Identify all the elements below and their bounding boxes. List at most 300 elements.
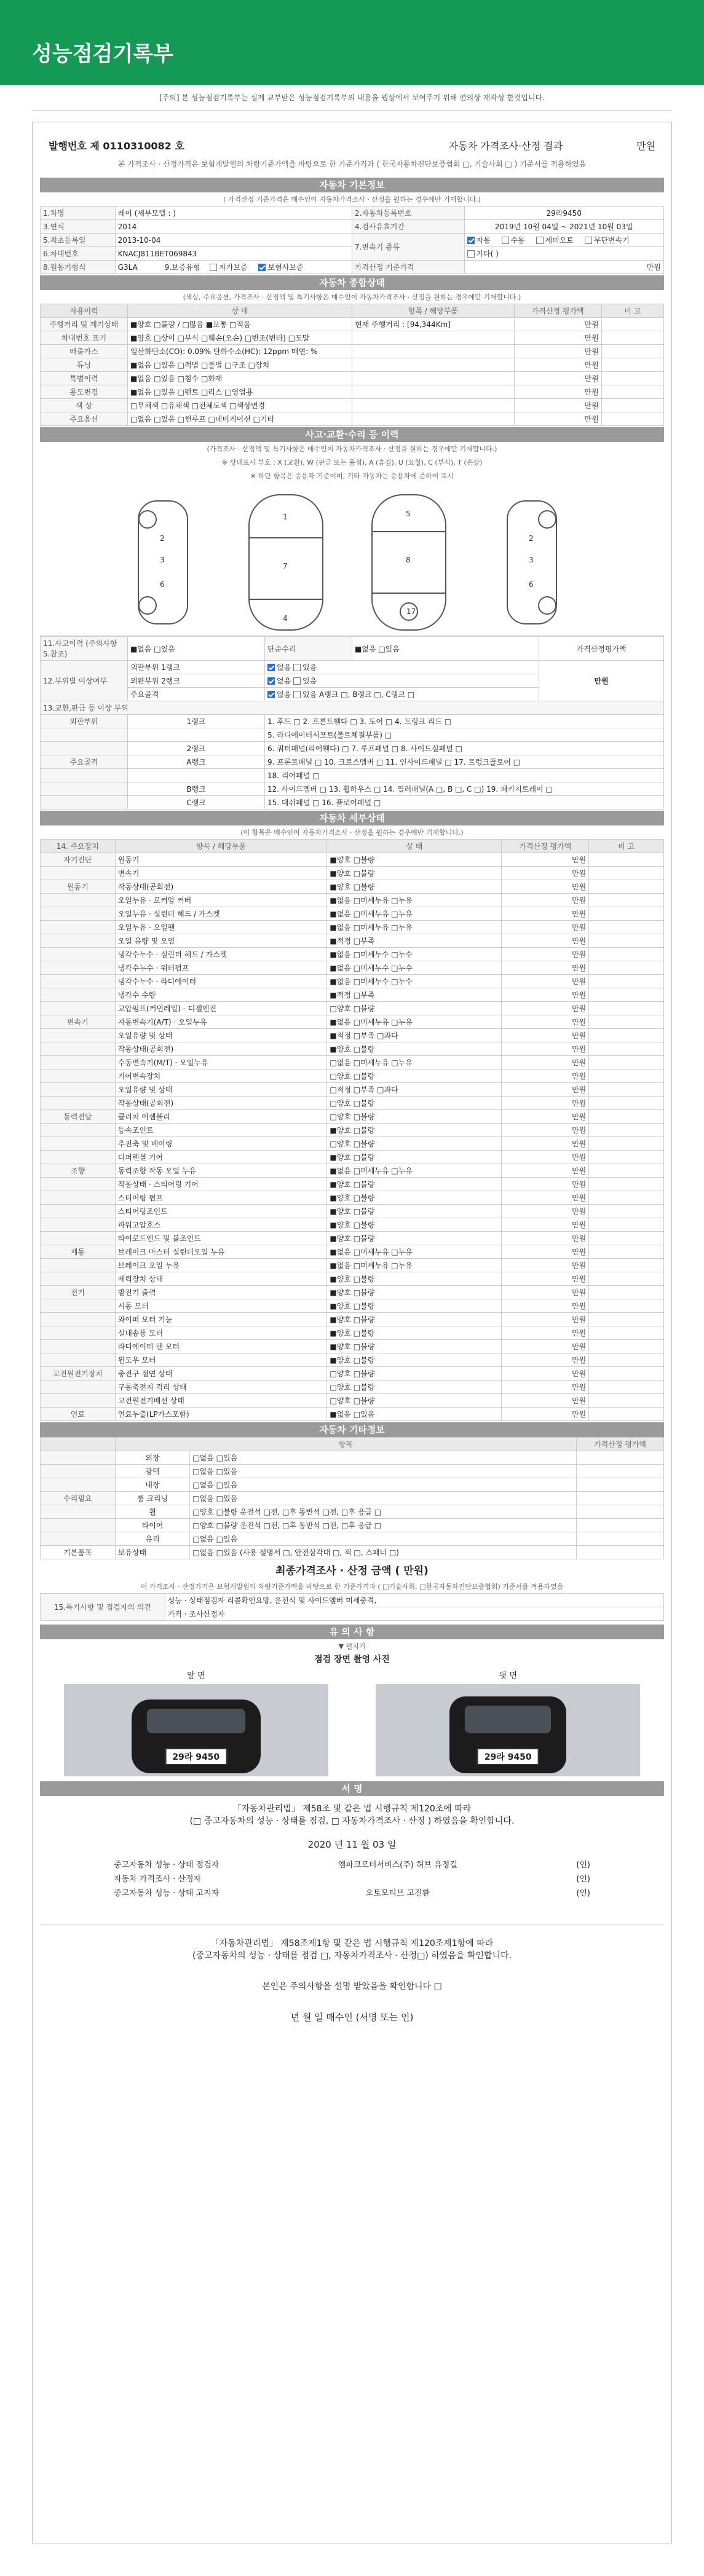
rank-row — [41, 782, 664, 796]
section-status-note: (색상, 주요옵션, 가격조사 · 산정액 및 특기사항은 매수인이 자동차가격조사 · 산정을 원하는 경우에만 기재합니다.) — [183, 293, 521, 301]
detail-row — [41, 1164, 664, 1178]
status-row-price: 만원 — [514, 318, 601, 331]
detail-item: 스티어링조인트 — [115, 1205, 327, 1218]
special-pricer: 가격 · 조사산정자 — [165, 1607, 663, 1621]
accident-price-unit: 만원 — [594, 677, 609, 685]
rank-label: A랭크 — [127, 755, 264, 769]
svg-text:2: 2 — [529, 534, 534, 543]
svg-text:4: 4 — [283, 614, 288, 623]
checkbox-semi[interactable] — [536, 237, 544, 244]
detail-state: ■없음 □미세누유 □누유 — [327, 894, 502, 907]
detail-device — [41, 1178, 116, 1191]
main-frame: 주요골격 — [127, 688, 264, 701]
other-item: 광택 — [115, 1465, 190, 1478]
reg-label: 2.자동차등록번호 — [352, 207, 464, 220]
detail-device — [41, 1232, 116, 1245]
detail-item: 냉각수누수 · 실린더 헤드 / 가스켓 — [115, 948, 327, 961]
checkbox-rank2-none[interactable] — [267, 677, 275, 685]
detail-row — [41, 975, 664, 988]
detail-header-price: 가격산정 평가액 — [502, 840, 589, 853]
detail-price: 만원 — [502, 1381, 589, 1394]
svg-text:3: 3 — [160, 556, 165, 564]
detail-item: 기어변속장치 — [115, 1069, 327, 1083]
checkbox-insurance-warranty[interactable] — [258, 264, 266, 271]
detail-device — [41, 1259, 116, 1272]
status-row-item — [352, 331, 514, 345]
status-row-item — [352, 385, 514, 399]
report-header — [40, 127, 664, 156]
checkbox-frame-none[interactable] — [267, 691, 275, 698]
accident-table — [40, 636, 664, 809]
law-text-1: 「자동차관리법」 제58조 및 같은 법 시행규칙 제120조에 따라 — [232, 1804, 472, 1814]
other-rows — [41, 1451, 664, 1546]
status-row-label: 주행거리 및 계기상태 — [41, 318, 128, 331]
other-options: □없음 □있음 — [190, 1478, 577, 1492]
detail-item: 냉각수누수 · 라디에이터 — [115, 975, 327, 988]
detail-item: 냉각수 수량 — [115, 988, 327, 1002]
status-row-options: ■없음 □있음 □침수 □화재 — [127, 372, 352, 385]
detail-device — [41, 1069, 116, 1083]
checkbox-frame-yes[interactable] — [293, 691, 301, 698]
detail-price: 만원 — [502, 1029, 589, 1042]
svg-text:17: 17 — [406, 607, 416, 616]
detail-state: ■양호 □불량 — [327, 1299, 502, 1313]
detail-row — [41, 1272, 664, 1286]
rank-items: 1. 후드 □ 2. 프론트휀다 □ 3. 도어 □ 4. 트렁크 리드 □ — [265, 715, 664, 728]
svg-text:3: 3 — [529, 556, 534, 564]
signer-mark: (인) — [576, 1875, 590, 1884]
section-notice-title: 유 의 사 항 — [40, 1625, 664, 1639]
detail-item: 작동상태(공회전) — [115, 1097, 327, 1110]
detail-state: ■양호 □불량 — [327, 867, 502, 880]
detail-row — [41, 1408, 664, 1421]
detail-price: 만원 — [502, 1313, 589, 1326]
detail-device — [41, 1029, 116, 1042]
checkbox-rank1-none[interactable] — [267, 664, 275, 671]
checkbox-rank1-yes[interactable] — [293, 664, 301, 671]
detail-item: 추진축 및 베어링 — [115, 1137, 327, 1151]
detail-state: □양호 □불량 — [327, 1394, 502, 1408]
other-item: 외장 — [115, 1451, 190, 1465]
detail-header-remark: 비 고 — [589, 840, 664, 853]
detail-price: 만원 — [502, 1394, 589, 1408]
main-frame-options: 없음 있음 A랭크 □, B랭크 □, C랭크 □ — [265, 688, 539, 701]
trans-label: 7.변속기 종류 — [352, 234, 464, 261]
checkbox-cvt[interactable] — [585, 237, 592, 244]
detail-device — [41, 1353, 116, 1367]
first-reg-label: 5.최초등록일 — [41, 234, 116, 247]
engine-value: G3LA — [117, 263, 138, 272]
detail-device — [41, 1191, 116, 1205]
detail-price: 만원 — [502, 1124, 589, 1137]
detail-row — [41, 948, 664, 961]
signer-row — [40, 1871, 664, 1885]
expand-toggle[interactable]: ▼ 펼치기 — [338, 1642, 366, 1650]
detail-item: 윈도우 모터 — [115, 1353, 327, 1367]
detail-state: ■양호 □불량 — [327, 1218, 502, 1232]
detail-device — [41, 1042, 116, 1056]
status-row-options: □무채색 □유채색 □전체도색 □색상변경 — [127, 399, 352, 412]
signer-role: 중고자동차 성능 · 상태 고지자 — [114, 1889, 220, 1898]
status-row — [41, 345, 664, 358]
status-table — [40, 304, 664, 426]
detail-state: ■양호 □불량 — [327, 1151, 502, 1164]
status-row-options: 일산화탄소(CO): 0.09% 탄화수소(HC): 12ppm 매연: % — [127, 345, 352, 358]
other-row — [41, 1492, 664, 1505]
vin-label: 6.차대번호 — [41, 247, 116, 261]
checkbox-manual[interactable] — [502, 237, 509, 244]
detail-price: 만원 — [502, 1097, 589, 1110]
detail-price: 만원 — [502, 1232, 589, 1245]
detail-item: 와이퍼 모터 기능 — [115, 1313, 327, 1326]
other-header-price: 가격산정 평가액 — [577, 1438, 664, 1451]
year-label: 3.연식 — [41, 220, 116, 234]
rank-group: 외판부위 — [41, 715, 128, 728]
detail-item: 오일누유 · 로커암 커버 — [115, 894, 327, 907]
first-reg-value: 2013-10-04 — [115, 234, 352, 247]
other-row — [41, 1478, 664, 1492]
detail-device — [41, 1137, 116, 1151]
detail-header-device: 14. 주요장치 — [41, 840, 116, 853]
detail-header-state: 상 태 — [327, 840, 502, 853]
detail-state: ■양호 □불량 — [327, 1191, 502, 1205]
detail-state: □양호 □불량 — [327, 1381, 502, 1394]
section-status-title: 자동차 종합상태 — [40, 275, 664, 290]
detail-item: 자동변속기(A/T) · 오일누유 — [115, 1015, 327, 1029]
other-item: 룸 크리닝 — [115, 1492, 190, 1505]
accident-legend-2: ※ 하단 항목은 승용차 기준이며, 기타 자동차는 승용차에 준하여 표시 — [250, 472, 454, 480]
status-row-options: ■없음 □있음 □적법 □불법 □구조 □장치 — [127, 358, 352, 372]
trans-other: 기타( ) — [476, 250, 499, 258]
inspect-value: 2019년 10월 04일 ~ 2021년 10월 03일 — [464, 220, 664, 234]
status-header-state: 상 태 — [127, 304, 352, 318]
other-row — [41, 1451, 664, 1465]
rank-label: B랭크 — [127, 782, 264, 796]
detail-row — [41, 1097, 664, 1110]
accident-label: 11.사고이력 (주의사항 5.참조) — [41, 637, 128, 661]
base-price-label: 가격산정 기준가격 — [352, 261, 464, 274]
detail-device — [41, 1218, 116, 1232]
status-rows — [41, 318, 664, 426]
rank-label — [127, 728, 264, 742]
warranty-self: 자가보증 — [219, 263, 248, 272]
status-header-history: 사용이력 — [41, 304, 128, 318]
rank-group: 주요골격 — [41, 755, 128, 769]
checkbox-auto[interactable] — [467, 237, 475, 244]
other-row — [41, 1505, 664, 1519]
detail-price: 만원 — [502, 1110, 589, 1124]
checkbox-rank2-yes[interactable] — [293, 677, 301, 685]
detail-price: 만원 — [502, 921, 589, 934]
status-row-label: 색 상 — [41, 399, 128, 412]
detail-item: 작동상태 · 스티어링 기어 — [115, 1178, 327, 1191]
detail-item: 등속조인트 — [115, 1124, 327, 1137]
detail-item: 고압펌프(커먼레일) - 디젤엔진 — [115, 1002, 327, 1015]
detail-item: 디퍼렌셜 기어 — [115, 1151, 327, 1164]
svg-text:2: 2 — [160, 534, 165, 543]
law-text-2: (□ 중고자동차의 성능 · 상태를 점검, □ 자동차가격조사 · 산정 ) 하였음을 확인합니다. — [189, 1816, 515, 1826]
status-row-options: □없음 □있음 □썬루프 □네비게이션 □기타 — [127, 412, 352, 426]
detail-device — [41, 867, 116, 880]
detail-state: □양호 □불량 — [327, 1002, 502, 1015]
other-item: 유리 — [115, 1532, 190, 1546]
detail-row — [41, 1191, 664, 1205]
trans-cvt: 무단변속기 — [593, 236, 630, 245]
detail-device — [41, 894, 116, 907]
rank-rows — [41, 715, 664, 809]
detail-row — [41, 1245, 664, 1259]
rank-items: 15. 대쉬패널 □ 16. 플로어패널 □ — [265, 796, 664, 809]
detail-device: 자기진단 — [41, 853, 116, 867]
checkbox-self-warranty[interactable] — [210, 264, 217, 271]
warranty-insurance: 보험사보증 — [267, 263, 304, 272]
status-row-options: ■양호 □불량 / □많음 ■보통 □적음 — [127, 318, 352, 331]
other-group — [41, 1505, 116, 1519]
detail-price: 만원 — [502, 1408, 589, 1421]
trans-manual: 수동 — [510, 236, 525, 245]
detail-item: 오일누유 · 실린더 헤드 / 가스켓 — [115, 907, 327, 921]
trans-options — [464, 234, 664, 247]
detail-row — [41, 1313, 664, 1326]
detail-price: 만원 — [502, 1259, 589, 1272]
detail-device: 변속기 — [41, 1015, 116, 1029]
price-title: 자동차 가격조사·산정 결과 — [448, 140, 563, 152]
signer-mark: (인) — [576, 1889, 590, 1898]
law-text-4: (중고자동차의 성능 · 상태를 점검 □, 자동차가격조사 · 산정□) 하였음을 확인합니다. — [192, 1951, 512, 1961]
final-price-note: 이 가격조사 · 산정가격은 보험개발원의 차량기준가액을 바탕으로 한 기준가격과 ( □기술사회, □한국자동차진단보증협회) 기준서를 적용하였음 — [140, 1583, 564, 1591]
accident-price-label: 가격산정평가액 — [539, 637, 664, 661]
notice-text: [주의] 본 성능점검기록부는 실제 교부받은 성능점검기록부의 내용을 웹상에서 보여주기 위해 편의상 재작성 한것입니다. — [32, 85, 672, 111]
detail-row — [41, 1042, 664, 1056]
detail-row — [41, 1178, 664, 1191]
status-header-price: 가격산정 평가액 — [514, 304, 601, 318]
rank-items: 9. 프론트패널 □ 10. 크로스멤버 □ 11. 인사이드패널 □ 17. 트렁크플로어 □ — [265, 755, 664, 769]
detail-state: ■적정 □부족 □과다 — [327, 1029, 502, 1042]
rank-group — [41, 769, 128, 782]
detail-state: ■없음 □미세누유 □누유 — [327, 921, 502, 934]
detail-price: 만원 — [502, 1178, 589, 1191]
checkbox-other[interactable] — [467, 250, 475, 258]
detail-row — [41, 1029, 664, 1042]
svg-text:5: 5 — [406, 510, 411, 518]
rank-label: C랭크 — [127, 796, 264, 809]
detail-state: ■적정 □부족 — [327, 988, 502, 1002]
detail-price: 만원 — [502, 867, 589, 880]
detail-item: 오일유량 및 상태 — [115, 1083, 327, 1097]
detail-price: 만원 — [502, 907, 589, 921]
status-row-label: 특별이력 — [41, 372, 128, 385]
detail-row — [41, 961, 664, 975]
detail-state: □양호 □불량 — [327, 1367, 502, 1381]
detail-state: ■없음 □미세누유 □누유 — [327, 907, 502, 921]
special-table — [40, 1593, 664, 1621]
other-header-item: 항목 — [115, 1438, 576, 1451]
warranty-label: 9.보증유형 — [164, 263, 200, 272]
detail-row — [41, 1381, 664, 1394]
detail-row — [41, 1015, 664, 1029]
section-detail-note: (이 항목은 매수인이 자동차가격조사 · 산정을 원하는 경우에만 기재합니다.) — [240, 829, 464, 837]
other-item: 내장 — [115, 1478, 190, 1492]
car-name-label: 1.차명 — [41, 207, 116, 220]
detail-device — [41, 1394, 116, 1408]
detail-state: ■없음 □미세누수 □누수 — [327, 975, 502, 988]
section-basic-title: 자동차 기본정보 — [40, 178, 664, 192]
detail-item: 시동 모터 — [115, 1299, 327, 1313]
signer-mark: (인) — [576, 1861, 590, 1870]
rank-group — [41, 782, 128, 796]
detail-price: 만원 — [502, 1069, 589, 1083]
detail-item: 수동변속기(M/T) · 오일누유 — [115, 1056, 327, 1069]
detail-device — [41, 921, 116, 934]
special-label: 15.특기사항 및 점검자의 의견 — [41, 1594, 165, 1621]
detail-state: ■없음 □미세누유 □누유 — [327, 1015, 502, 1029]
detail-state: ■양호 □불량 — [327, 1326, 502, 1340]
detail-row — [41, 1286, 664, 1299]
detail-price: 만원 — [502, 1245, 589, 1259]
detail-row — [41, 1326, 664, 1340]
outer-rank1: 외판부위 1랭크 — [127, 661, 264, 674]
detail-state: ■양호 □불량 — [327, 1205, 502, 1218]
status-row — [41, 399, 664, 412]
detail-item: 스티어링 펌프 — [115, 1191, 327, 1205]
status-row-label: 배출가스 — [41, 345, 128, 358]
back-label: 뒷 면 — [499, 1671, 517, 1680]
status-row-label: 용도변경 — [41, 385, 128, 399]
rank-label: 2랭크 — [127, 742, 264, 755]
detail-device: 동력전달 — [41, 1110, 116, 1124]
detail-price: 만원 — [502, 1164, 589, 1178]
detail-state: ■양호 □불량 — [327, 1286, 502, 1299]
detail-state: □양호 □불량 — [327, 1097, 502, 1110]
detail-device — [41, 1002, 116, 1015]
detail-row — [41, 1394, 664, 1408]
buyer-block — [40, 1924, 664, 2030]
section-accident-note: (가격조사 · 산정액 및 특기사항은 매수인이 자동차가격조사 · 산정을 원하는 경우에만 기재합니다.) — [207, 445, 497, 453]
detail-row — [41, 1232, 664, 1245]
header-note: 본 가격조사 · 산정가격은 보험개발원의 차량기준가액을 바탕으로 한 가준가격과 ( 한국자동차진단보증협회 □, 기술사회 □ ) 기준서를 적용하였음 — [117, 160, 587, 168]
simple-repair-label: 단순수리 — [265, 637, 352, 661]
detail-device — [41, 907, 116, 921]
status-row-price: 만원 — [514, 331, 601, 345]
signer-rows — [40, 1857, 664, 1899]
detail-row — [41, 867, 664, 880]
svg-text:1: 1 — [283, 513, 288, 521]
other-table — [40, 1437, 664, 1559]
status-row — [41, 358, 664, 372]
issue-number: 발행번호 제 0110310082 호 — [49, 140, 184, 152]
detail-price: 만원 — [502, 1205, 589, 1218]
car-damage-diagram — [40, 483, 664, 636]
detail-item: 작동상태(공회전) — [115, 880, 327, 894]
rank-items: 6. 쿼터패널(리어휀다) □ 7. 루프패널 □ 8. 사이드실패널 □ — [265, 742, 664, 755]
sign-date: 2020 년 11 월 03 일 — [307, 1839, 397, 1850]
rank-row — [41, 715, 664, 728]
detail-device — [41, 1097, 116, 1110]
detail-device: 원동기 — [41, 880, 116, 894]
status-row-price: 만원 — [514, 372, 601, 385]
detail-item: 오일유량 및 상태 — [115, 1029, 327, 1042]
detail-row — [41, 1002, 664, 1015]
status-row-price: 만원 — [514, 385, 601, 399]
detail-price: 만원 — [502, 1002, 589, 1015]
other-group — [41, 1465, 116, 1478]
detail-row — [41, 1299, 664, 1313]
rank-group — [41, 728, 128, 742]
detail-price: 만원 — [502, 853, 589, 867]
signer-row — [40, 1885, 664, 1899]
status-row-price: 만원 — [514, 399, 601, 412]
other-options: □양호 □불량 운전석 □전, □후 동반석 □전, □후 응급 □ — [190, 1519, 577, 1532]
other-options: □없음 □있음 — [190, 1532, 577, 1546]
outer-rank2-options: 없음 있음 — [265, 674, 539, 688]
detail-device — [41, 1124, 116, 1137]
engine-label: 8.원동기형식 — [41, 261, 116, 274]
detail-row — [41, 1069, 664, 1083]
front-photo — [64, 1669, 328, 1776]
detail-item: 클러치 어셈블리 — [115, 1110, 327, 1124]
detail-price: 만원 — [502, 1042, 589, 1056]
buyer-sign-line: 년 월 일 매수인 (서명 또는 인) — [290, 2012, 414, 2023]
detail-price: 만원 — [502, 961, 589, 975]
other-group — [41, 1519, 116, 1532]
status-row-item — [352, 345, 514, 358]
detail-item: 충전구 절연 상태 — [115, 1367, 327, 1381]
detail-device: 조향 — [41, 1164, 116, 1178]
signer-row — [40, 1857, 664, 1871]
detail-state: ■양호 □불량 — [327, 1124, 502, 1137]
rank-row — [41, 742, 664, 755]
status-row-label: 튜닝 — [41, 358, 128, 372]
rank-items: 5. 라디에이터서포트(볼트체결부품) □ — [265, 728, 664, 742]
detail-device: 전기 — [41, 1286, 116, 1299]
other-item: 타이어 — [115, 1519, 190, 1532]
detail-row — [41, 1367, 664, 1381]
other-options: □양호 □불량 운전석 □전, □후 동반석 □전, □후 응급 □ — [190, 1505, 577, 1519]
accident-options: ■없음 □있음 — [127, 637, 264, 661]
detail-price: 만원 — [502, 948, 589, 961]
detail-state: ■없음 □있음 — [327, 1408, 502, 1421]
detail-item: 동력조향 작동 오일 누유 — [115, 1164, 327, 1178]
detail-row — [41, 880, 664, 894]
other-group: 수리필요 — [41, 1492, 116, 1505]
status-row-item — [352, 372, 514, 385]
status-row-price: 만원 — [514, 412, 601, 426]
detail-price: 만원 — [502, 1272, 589, 1286]
detail-row — [41, 1137, 664, 1151]
vin-value: KNACJ811BET069843 — [115, 247, 352, 261]
detail-state: ■양호 □불량 — [327, 1178, 502, 1191]
other-group — [41, 1451, 116, 1465]
detail-price: 만원 — [502, 1191, 589, 1205]
detail-row — [41, 1205, 664, 1218]
detail-state: ■양호 □불량 — [327, 1340, 502, 1353]
section-other-title: 자동차 기타정보 — [40, 1422, 664, 1437]
detail-state: □양호 □불량 — [327, 1069, 502, 1083]
other-row — [41, 1519, 664, 1532]
rank-row — [41, 755, 664, 769]
other-group — [41, 1532, 116, 1546]
detail-rows — [41, 853, 664, 1421]
outer-rank1-options: 없음 있음 — [265, 661, 539, 674]
detail-row — [41, 1151, 664, 1164]
rank-label: 1랭크 — [127, 715, 264, 728]
detail-row — [41, 1340, 664, 1353]
receipt-confirm[interactable]: 본인은 주의사항을 설명 받았음을 확인합니다 □ — [262, 1982, 442, 1991]
final-price-title: 최종가격조사 · 산정 금액 ( 만원) — [275, 1565, 429, 1577]
detail-price: 만원 — [502, 988, 589, 1002]
detail-row — [41, 1124, 664, 1137]
detail-device — [41, 934, 116, 948]
